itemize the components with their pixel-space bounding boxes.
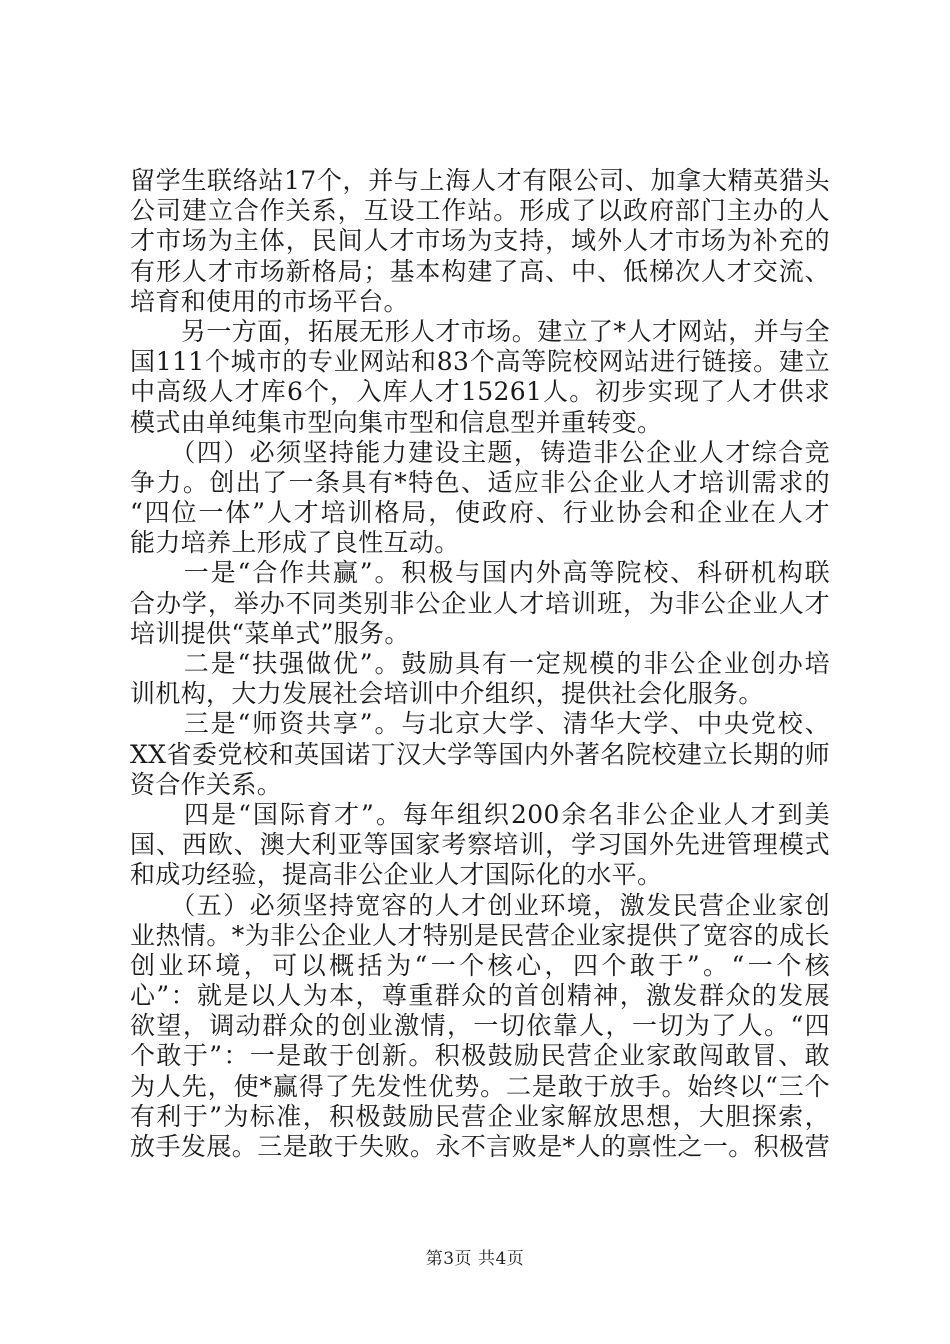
- text-line: （四）必须坚持能力建设主题，铸造非公企业人才综合竞: [130, 437, 830, 467]
- text-line: 三是“师资共享”。与北京大学、清华大学、中央党校、: [130, 709, 830, 739]
- text-line: 才市场为主体，民间人才市场为支持，域外人才市场为补充的: [130, 226, 830, 256]
- text-line: 心”：就是以人为本，尊重群众的首创精神，激发群众的发展: [130, 981, 830, 1011]
- text-line: 业热情。*为非公企业人才特别是民营企业家提供了宽容的成长: [130, 920, 830, 950]
- text-line: “四位一体”人才培训格局，使政府、行业协会和企业在人才: [130, 498, 830, 528]
- text-line: 二是“扶强做优”。鼓励具有一定规模的非公企业创办培: [130, 649, 830, 678]
- text-line: 合办学，举办不同类别非公企业人才培训班，为非公企业人才: [130, 588, 830, 618]
- text-line: 模式由单纯集市型向集市型和信息型并重转变。: [130, 407, 663, 437]
- text-line: 一是“合作共赢”。积极与国内外高等院校、科研机构联: [130, 558, 830, 588]
- text-line: 为人先，使*赢得了先发性优势。二是敢于放手。始终以“三个: [130, 1071, 830, 1101]
- text-line: 另一方面，拓展无形人才市场。建立了*人才网站，并与全: [130, 316, 830, 346]
- text-line: 培训提供“菜单式”服务。: [130, 618, 410, 648]
- text-line: 公司建立合作关系，互设工作站。形成了以政府部门主办的人: [130, 196, 830, 226]
- text-line: 创业环境，可以概括为“一个核心，四个敢于”。“一个核: [130, 950, 830, 980]
- document-body: [130, 166, 830, 1162]
- text-line: 争力。创出了一条具有*特色、适应非公企业人才培训需求的: [130, 467, 830, 497]
- text-line: 有利于”为标准，积极鼓励民营企业家解放思想，大胆探索，: [130, 1101, 830, 1131]
- text-line: 放手发展。三是敢于失败。永不言败是*人的禀性之一。积极营: [130, 1132, 830, 1161]
- text-line: 中高级人才库6个，入库人才15261人。初步实现了人才供求: [130, 377, 830, 407]
- text-line: 能力培养上形成了良性互动。: [130, 528, 460, 558]
- text-line: 个敢于”：一是敢于创新。积极鼓励民营企业家敢闯敢冒、敢: [130, 1041, 830, 1071]
- text-line: 四是“国际育才”。每年组织200余名非公企业人才到美: [130, 799, 830, 829]
- text-line: 资合作关系。: [130, 769, 283, 799]
- text-line: 国、西欧、澳大利亚等国家考察培训，学习国外先进管理模式: [130, 830, 830, 860]
- text-line: 欲望，调动群众的创业激情，一切依靠人，一切为了人。“四: [130, 1011, 830, 1041]
- text-line: XX省委党校和英国诺丁汉大学等国内外著名院校建立长期的师: [130, 739, 830, 769]
- text-line: 和成功经验，提高非公企业人才国际化的水平。: [130, 860, 663, 890]
- text-line: （五）必须坚持宽容的人才创业环境，激发民营企业家创: [130, 890, 830, 920]
- text-line: 培育和使用的市场平台。: [130, 286, 409, 316]
- text-line: 国111个城市的专业网站和83个高等院校网站进行链接。建立: [130, 347, 830, 377]
- text-line: 训机构，大力发展社会培训中介组织，提供社会化服务。: [130, 679, 764, 709]
- page-footer: 第3页 共4页: [425, 1249, 525, 1269]
- text-line: 留学生联络站17个，并与上海人才有限公司、加拿大精英猎头: [130, 166, 830, 195]
- text-line: 有形人才市场新格局；基本构建了高、中、低梯次人才交流、: [130, 256, 830, 286]
